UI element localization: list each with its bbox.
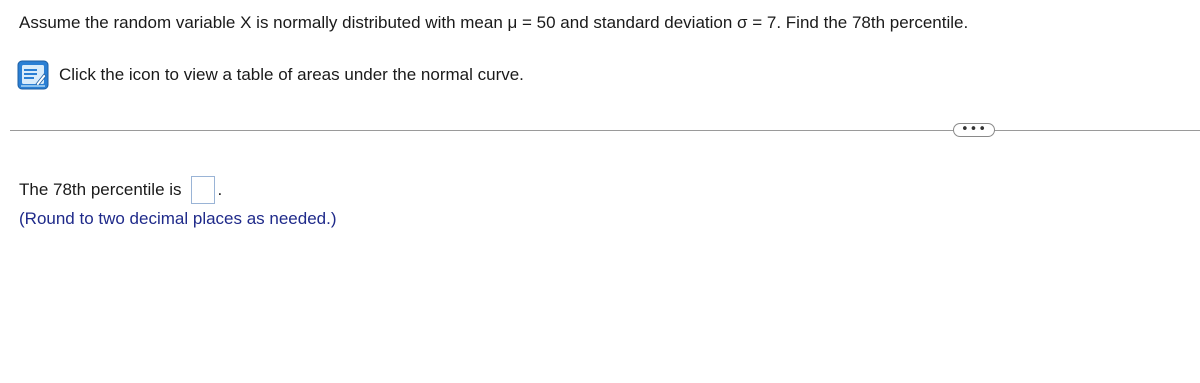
- question-text: Assume the random variable X is normally distributed with mean μ = 50 and standard deviation σ = 7. Find the 78th percentile.: [19, 13, 969, 32]
- answer-row: [19, 176, 222, 204]
- answer-input[interactable]: [191, 176, 215, 204]
- section-divider: [10, 130, 1200, 131]
- rounding-note: (Round to two decimal places as needed.): [19, 209, 337, 228]
- helper-text: Click the icon to view a table of areas under the normal curve.: [59, 65, 524, 84]
- table-icon[interactable]: [17, 60, 49, 90]
- normal-table-helper: [17, 60, 524, 90]
- answer-period: .: [217, 180, 223, 199]
- more-options-button[interactable]: •••: [953, 123, 995, 137]
- answer-prompt: The 78th percentile is: [19, 180, 182, 199]
